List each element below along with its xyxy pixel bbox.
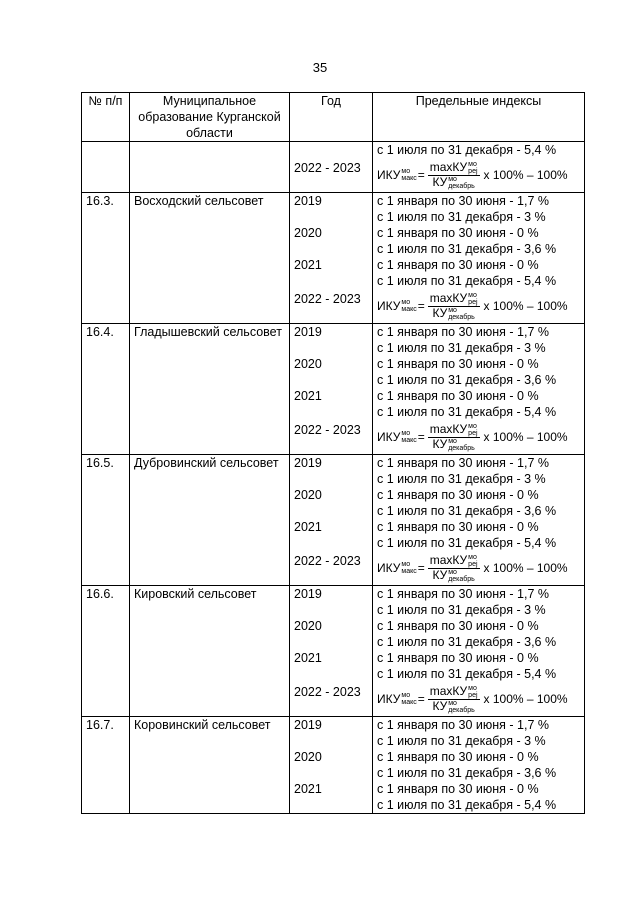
table-row: [82, 455, 585, 586]
cell-indices: [373, 193, 585, 324]
year-gap: [294, 404, 368, 420]
formula-tail: x 100% – 100%: [483, 561, 568, 575]
year-gap: [294, 273, 368, 289]
year-label: 2019: [294, 194, 322, 208]
header-indices: Предельные индексы: [373, 93, 585, 142]
formula-lhs-sup: мо: [401, 692, 411, 699]
cell-municipality: Восходский сельсовет: [130, 193, 290, 324]
index-line: с 1 июля по 31 декабря - 3,6 %: [377, 242, 557, 256]
formula-num-sup: мо: [468, 422, 477, 430]
year-gap: [294, 666, 368, 682]
index-line: с 1 января по 30 июня - 1,7 %: [377, 718, 549, 732]
index-line: с 1 июля по 31 декабря - 3 %: [377, 603, 546, 617]
year-gap: [294, 602, 368, 618]
formula-num-sub: pej: [468, 691, 478, 699]
cell-num: 16.3.: [82, 193, 130, 324]
index-line: с 1 июля по 31 декабря - 5,4 %: [377, 798, 557, 812]
formula-numerator: maxКУ: [429, 159, 468, 174]
index-line: с 1 июля по 31 декабря - 5,4 %: [377, 405, 557, 419]
index-line: с 1 января по 30 июня - 0 %: [377, 782, 539, 796]
formula-equals: =: [417, 561, 425, 575]
year-label: 2021: [294, 782, 322, 796]
year-label: 2019: [294, 325, 322, 339]
index-line: с 1 января по 30 июня - 0 %: [377, 357, 539, 371]
cell-year: [290, 193, 373, 324]
index-line: с 1 июля по 31 декабря - 5,4 %: [377, 143, 557, 157]
formula-lhs-sub: макс: [401, 568, 417, 575]
table-row: [82, 324, 585, 455]
year-label: 2019: [294, 587, 322, 601]
index-line: с 1 июля по 31 декабря - 3 %: [377, 210, 546, 224]
formula-denominator: КУ: [432, 567, 448, 582]
year-gap: [294, 471, 368, 487]
formula-num-sub: pej: [468, 167, 478, 175]
year-gap: [294, 503, 368, 519]
formula-num-sup: мо: [468, 684, 477, 692]
index-line: с 1 января по 30 июня - 0 %: [377, 226, 539, 240]
index-formula: [377, 553, 580, 583]
cell-indices: [373, 455, 585, 586]
index-line: с 1 января по 30 июня - 0 %: [377, 520, 539, 534]
cell-year: [290, 142, 373, 193]
formula-den-sub: декабрь: [448, 444, 475, 452]
index-line: с 1 января по 30 июня - 1,7 %: [377, 456, 549, 470]
year-gap: [294, 535, 368, 551]
cell-municipality: Кировский сельсовет: [130, 586, 290, 717]
formula-denominator: КУ: [432, 305, 448, 320]
index-line: с 1 января по 30 июня - 0 %: [377, 258, 539, 272]
table-row: [82, 586, 585, 717]
formula-den-sup: мо: [448, 568, 457, 576]
table-row: [82, 193, 585, 324]
index-formula: [377, 684, 580, 714]
index-line: с 1 июля по 31 декабря - 5,4 %: [377, 274, 557, 288]
index-line: с 1 июля по 31 декабря - 5,4 %: [377, 667, 557, 681]
formula-lhs-sub: макс: [401, 175, 417, 182]
index-line: с 1 января по 30 июня - 0 %: [377, 619, 539, 633]
formula-den-sup: мо: [448, 437, 457, 445]
cell-indices: [373, 324, 585, 455]
formula-numerator: maxКУ: [429, 552, 468, 567]
formula-lhs-sup: мо: [401, 168, 411, 175]
year-label: 2022 - 2023: [294, 554, 361, 568]
cell-indices: [373, 717, 585, 814]
index-formula: [377, 291, 580, 321]
formula-equals: =: [417, 430, 425, 444]
formula-denominator: КУ: [432, 698, 448, 713]
year-label: 2019: [294, 456, 322, 470]
year-label: 2022 - 2023: [294, 423, 361, 437]
header-num: № п/п: [82, 93, 130, 142]
formula-den-sub: декабрь: [448, 182, 475, 190]
formula-tail: x 100% – 100%: [483, 168, 568, 182]
formula-tail: x 100% – 100%: [483, 430, 568, 444]
index-line: с 1 января по 30 июня - 1,7 %: [377, 194, 549, 208]
cell-num: [82, 142, 130, 193]
year-label: 2022 - 2023: [294, 292, 361, 306]
formula-fraction: [428, 423, 480, 452]
formula-den-sup: мо: [448, 306, 457, 314]
cell-municipality: Коровинский сельсовет: [130, 717, 290, 814]
formula-lhs: ИКУ: [377, 430, 401, 444]
year-label: 2021: [294, 651, 322, 665]
cell-num: 16.7.: [82, 717, 130, 814]
year-gap: [294, 634, 368, 650]
formula-fraction: [428, 292, 480, 321]
index-line: с 1 января по 30 июня - 0 %: [377, 488, 539, 502]
formula-tail: x 100% – 100%: [483, 692, 568, 706]
formula-num-sup: мо: [468, 160, 477, 168]
tariff-index-table: [81, 92, 585, 814]
index-formula: [377, 422, 580, 452]
formula-num-sup: мо: [468, 291, 477, 299]
index-line: с 1 января по 30 июня - 1,7 %: [377, 587, 549, 601]
year-label: 2020: [294, 619, 322, 633]
year-gap: [294, 765, 368, 781]
formula-lhs-sub: макс: [401, 306, 417, 313]
cell-year: [290, 324, 373, 455]
formula-den-sup: мо: [448, 175, 457, 183]
year-label: 2020: [294, 357, 322, 371]
formula-num-sub: pej: [468, 560, 478, 568]
year-label: 2022 - 2023: [294, 161, 361, 175]
index-formula: [377, 160, 580, 190]
year-gap: [294, 209, 368, 225]
formula-tail: x 100% – 100%: [483, 299, 568, 313]
formula-num-sup: мо: [468, 553, 477, 561]
formula-lhs-sup: мо: [401, 430, 411, 437]
cell-year: [290, 455, 373, 586]
index-line: с 1 января по 30 июня - 1,7 %: [377, 325, 549, 339]
formula-num-sub: pej: [468, 298, 478, 306]
cell-indices: [373, 586, 585, 717]
formula-lhs: ИКУ: [377, 168, 401, 182]
formula-equals: =: [417, 168, 425, 182]
formula-fraction: [428, 685, 480, 714]
table-header-row: [82, 93, 585, 142]
year-label: 2020: [294, 488, 322, 502]
formula-den-sup: мо: [448, 699, 457, 707]
year-label: 2021: [294, 258, 322, 272]
header-year: Год: [290, 93, 373, 142]
index-line: с 1 июля по 31 декабря - 5,4 %: [377, 536, 557, 550]
cell-indices: [373, 142, 585, 193]
year-gap: [294, 241, 368, 257]
index-line: с 1 июля по 31 декабря - 3,6 %: [377, 504, 557, 518]
formula-lhs: ИКУ: [377, 692, 401, 706]
index-line: с 1 января по 30 июня - 0 %: [377, 750, 539, 764]
table-row-continuation: [82, 142, 585, 193]
formula-fraction: [428, 161, 480, 190]
year-gap: [294, 372, 368, 388]
index-line: с 1 июля по 31 декабря - 3 %: [377, 472, 546, 486]
year-label: 2021: [294, 520, 322, 534]
cell-municipality: Гладышевский сельсовет: [130, 324, 290, 455]
year-label: 2022 - 2023: [294, 685, 361, 699]
index-line: с 1 июля по 31 декабря - 3 %: [377, 734, 546, 748]
formula-lhs: ИКУ: [377, 299, 401, 313]
page-number: 35: [312, 60, 328, 75]
cell-num: 16.6.: [82, 586, 130, 717]
index-line: с 1 января по 30 июня - 0 %: [377, 651, 539, 665]
formula-denominator: КУ: [432, 174, 448, 189]
cell-municipality: [130, 142, 290, 193]
cell-year: [290, 717, 373, 814]
header-municipality: Муниципальное образование Курганской области: [130, 93, 290, 142]
formula-numerator: maxКУ: [429, 290, 468, 305]
formula-den-sub: декабрь: [448, 706, 475, 714]
year-label: 2019: [294, 718, 322, 732]
cell-municipality: Дубровинский сельсовет: [130, 455, 290, 586]
cell-year: [290, 586, 373, 717]
cell-num: 16.5.: [82, 455, 130, 586]
index-line: с 1 июля по 31 декабря - 3,6 %: [377, 373, 557, 387]
year-gap: [294, 340, 368, 356]
formula-den-sub: декабрь: [448, 575, 475, 583]
index-line: с 1 июля по 31 декабря - 3 %: [377, 341, 546, 355]
formula-equals: =: [417, 299, 425, 313]
formula-lhs-sub: макс: [401, 437, 417, 444]
formula-den-sub: декабрь: [448, 313, 475, 321]
formula-fraction: [428, 554, 480, 583]
index-line: с 1 июля по 31 декабря - 3,6 %: [377, 766, 557, 780]
index-line: с 1 января по 30 июня - 0 %: [377, 389, 539, 403]
formula-denominator: КУ: [432, 436, 448, 451]
year-label: 2020: [294, 226, 322, 240]
formula-lhs-sup: мо: [401, 561, 411, 568]
formula-numerator: maxКУ: [429, 421, 468, 436]
table-row: [82, 717, 585, 814]
formula-lhs: ИКУ: [377, 561, 401, 575]
year-label: 2021: [294, 389, 322, 403]
formula-numerator: maxКУ: [429, 683, 468, 698]
formula-lhs-sup: мо: [401, 299, 411, 306]
cell-num: 16.4.: [82, 324, 130, 455]
formula-equals: =: [417, 692, 425, 706]
year-label: 2020: [294, 750, 322, 764]
formula-num-sub: pej: [468, 429, 478, 437]
formula-lhs-sub: макс: [401, 699, 417, 706]
year-gap: [294, 733, 368, 749]
index-line: с 1 июля по 31 декабря - 3,6 %: [377, 635, 557, 649]
